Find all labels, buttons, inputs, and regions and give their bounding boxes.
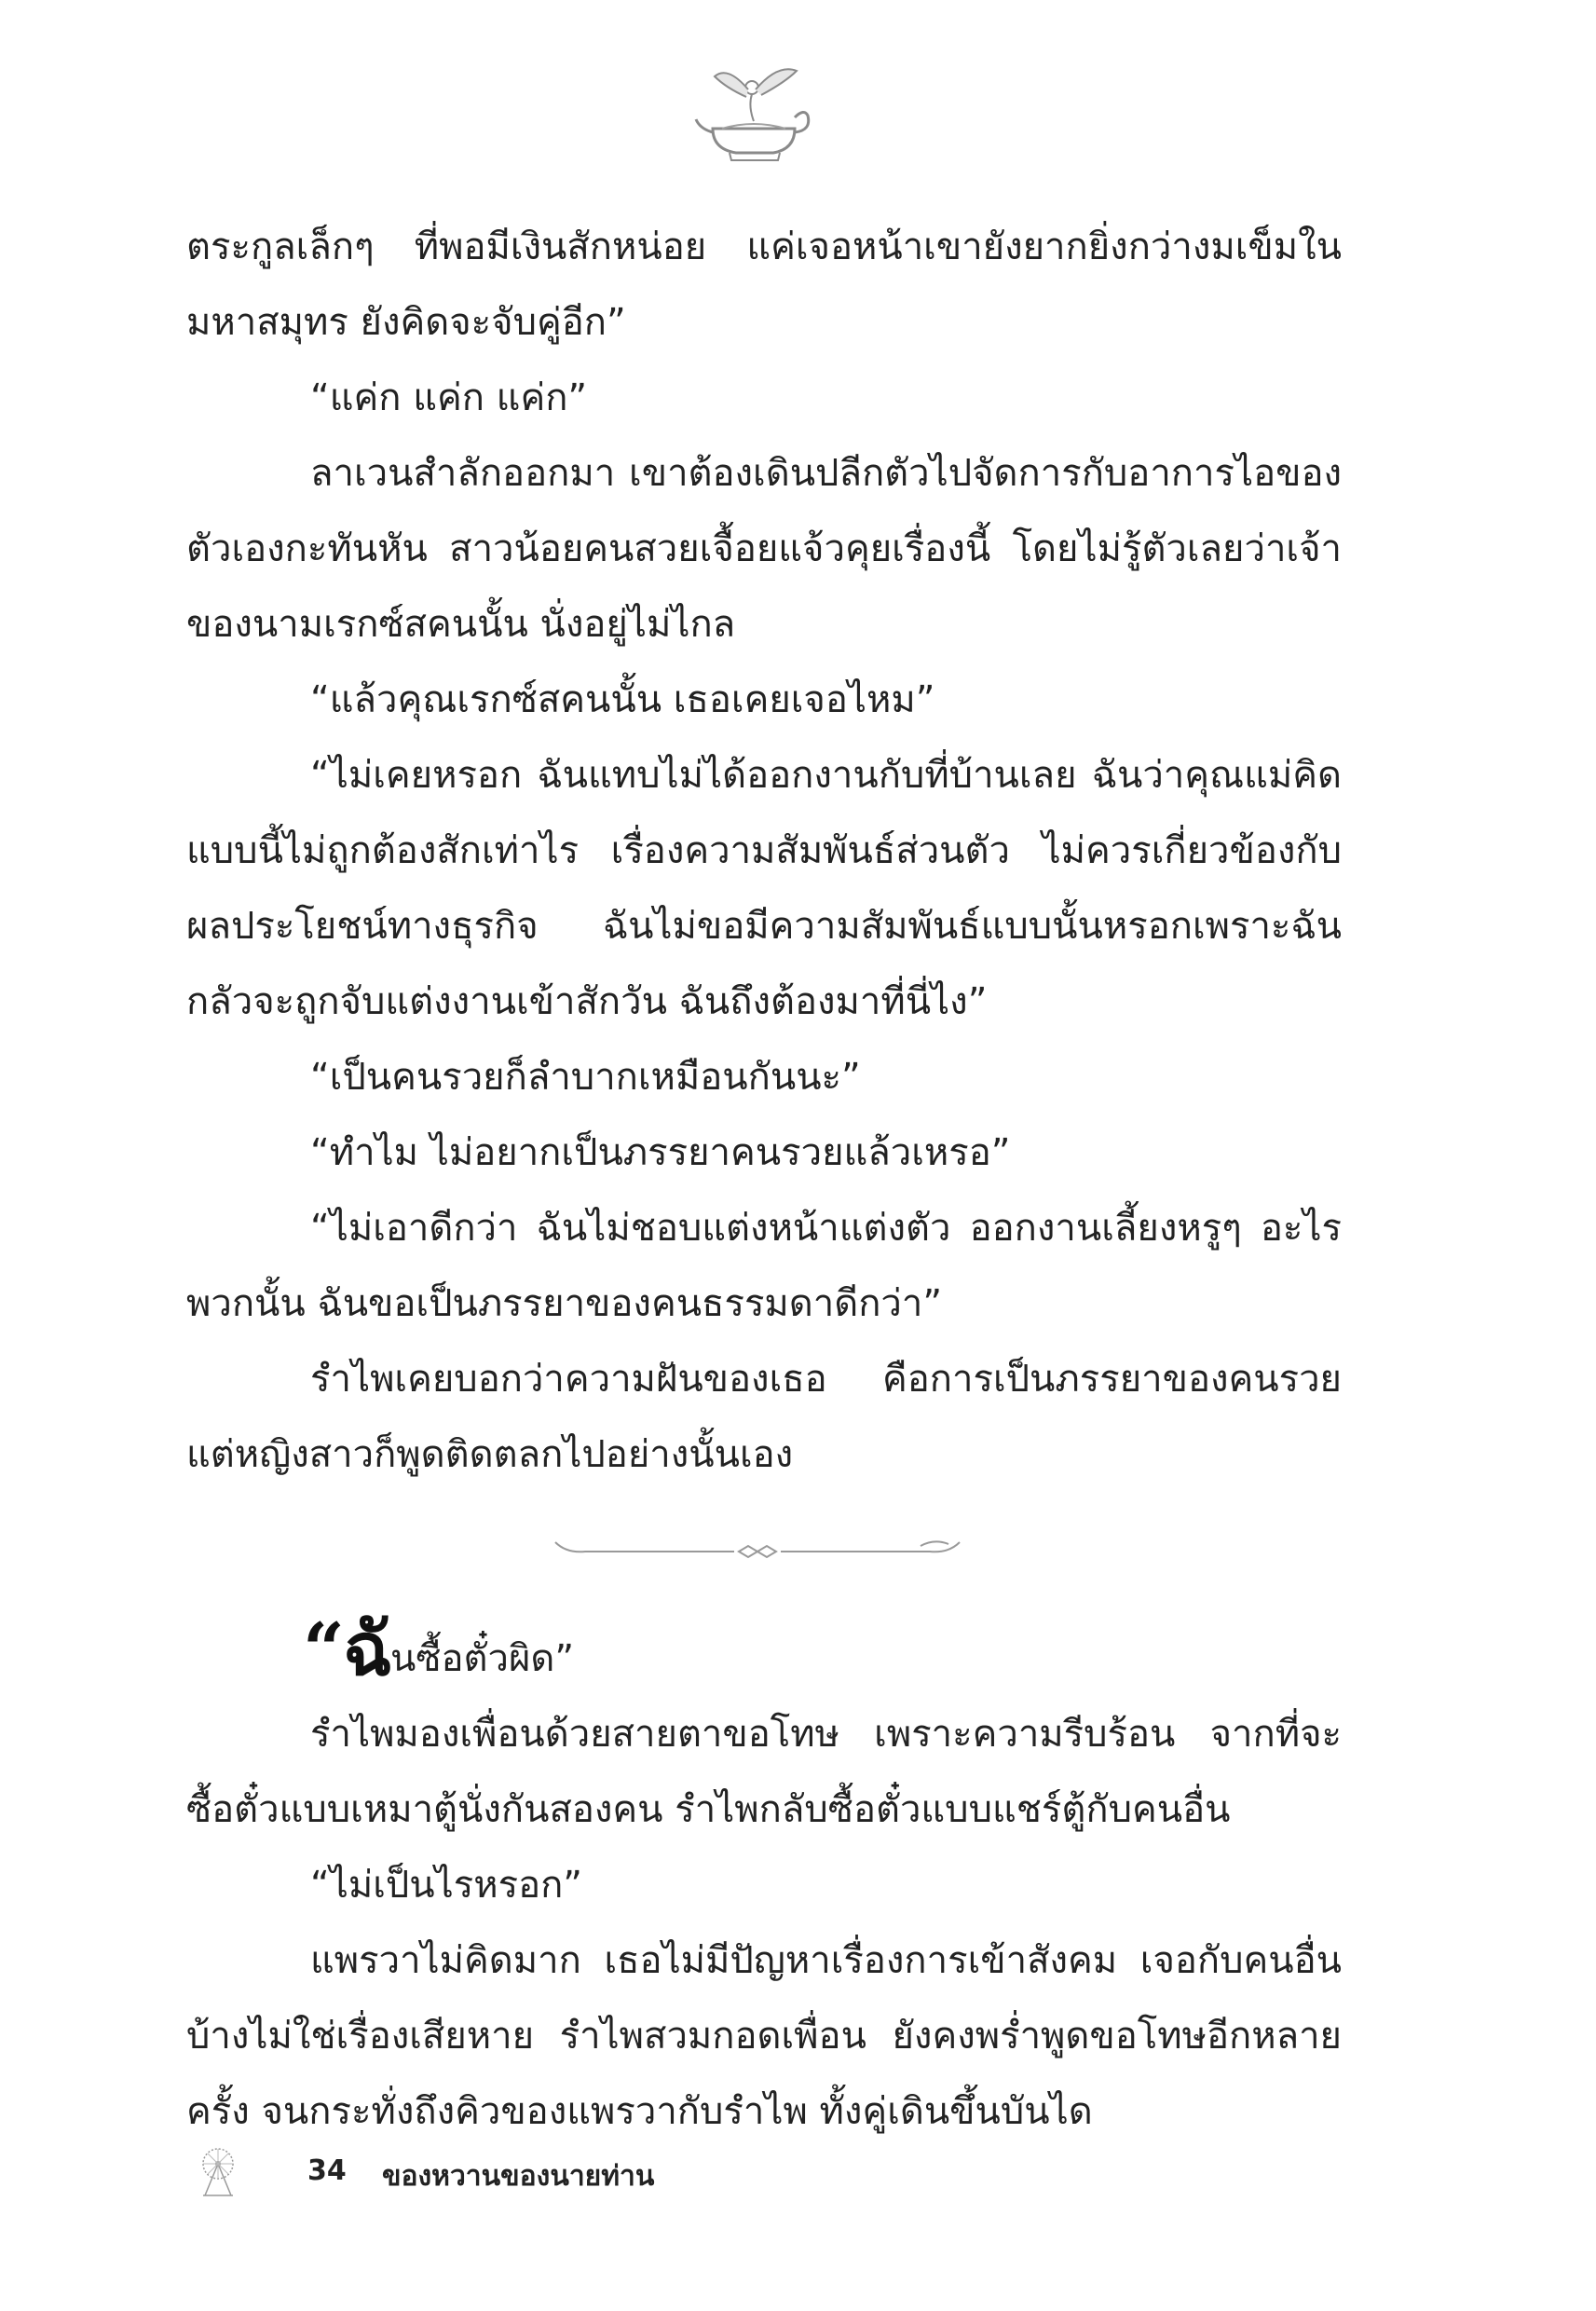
page-footer <box>196 2143 941 2199</box>
paragraph: “เป็นคนรวยก็ลำบากเหมือนกันนะ” <box>310 1056 861 1099</box>
opening-line-text: นซื้อตั๋วผิด” <box>390 1637 575 1680</box>
page-number: 34 <box>307 2154 347 2187</box>
drop-cap: “ฉั <box>303 1607 390 1692</box>
book-title: ของหวานของนายท่าน <box>382 2160 655 2193</box>
fairy-teapot-ornament-icon <box>694 56 815 168</box>
section-opening-line <box>186 1607 1342 1697</box>
paragraph: รำไพเคยบอกว่าความฝันของเธอ คือการเป็นภรรยาของคนรวยแต่หญิงสาวก็พูดติดตลกไปอย่างนั้นเอง <box>186 1358 1342 1476</box>
paragraph: ลาเวนสำลักออกมา เขาต้องเดินปลีกตัวไปจัดการกับอาการไอของตัวเองกะทันหัน สาวน้อยคนสวยเจื้อยแจ้วคุยเรื่องนี้ โดยไม่รู้ตัวเลยว่าเจ้าของนามเรกซ์สคนนั้น นั่งอยู่ไม่ไกล <box>186 452 1342 646</box>
paragraph: ตระกูลเล็กๆ ที่พอมีเงินสักหน่อย แค่เจอหน้าเขายังยากยิ่งกว่างมเข็มในมหาสมุทร ยังคิดจะจับคู่อีก” <box>186 226 1342 344</box>
paragraph: “ไม่เคยหรอก ฉันแทบไม่ได้ออกงานกับที่บ้านเลย ฉันว่าคุณแม่คิดแบบนี้ไม่ถูกต้องสักเท่าไร เรื่องความสัมพันธ์ส่วนตัว ไม่ควรเกี่ยวข้องกับผลประโยชน์ทางธุรกิจ ฉันไม่ขอมีความสัมพันธ์แบบนั้นหรอกเพราะฉันกลัวจะถูกจับแต่งงานเข้าสักวัน ฉันถึงต้องมาที่นี่ไง” <box>186 754 1342 1023</box>
paragraph: “ไม่เอาดีกว่า ฉันไม่ชอบแต่งหน้าแต่งตัว ออกงานเลี้ยงหรูๆ อะไรพวกนั้น ฉันขอเป็นภรรยาของคนธรรมดาดีกว่า” <box>186 1207 1342 1325</box>
paragraph: แพรวาไม่คิดมาก เธอไม่มีปัญหาเรื่องการเข้าสังคม เจอกับคนอื่นบ้างไม่ใช่เรื่องเสียหาย รำไพสวมกอดเพื่อน ยังคงพร่ำพูดขอโทษอีกหลายครั้ง จนกระทั่งถึงคิวของแพรวากับรำไพ ทั้งคู่เดินขึ้นบันได <box>186 1939 1342 2133</box>
ferris-wheel-icon <box>196 2143 240 2199</box>
paragraph: “ไม่เป็นไรหรอก” <box>310 1864 583 1907</box>
paragraph: “ทำไม ไม่อยากเป็นภรรยาคนรวยแล้วเหรอ” <box>310 1131 1011 1174</box>
main-text <box>186 210 1342 1493</box>
paragraph: “แค่ก แค่ก แค่ก” <box>310 376 588 419</box>
section-two <box>186 1607 1342 2150</box>
paragraph: “แล้วคุณเรกซ์สคนนั้น เธอเคยเจอไหม” <box>310 678 935 721</box>
section-divider-ornament <box>548 1533 967 1561</box>
paragraph: รำไพมองเพื่อนด้วยสายตาขอโทษ เพราะความรีบร้อน จากที่จะซื้อตั๋วแบบเหมาตู้นั่งกันสองคน รำไพกลับซื้อตั๋วแบบแชร์ตู้กับคนอื่น <box>186 1713 1342 1831</box>
